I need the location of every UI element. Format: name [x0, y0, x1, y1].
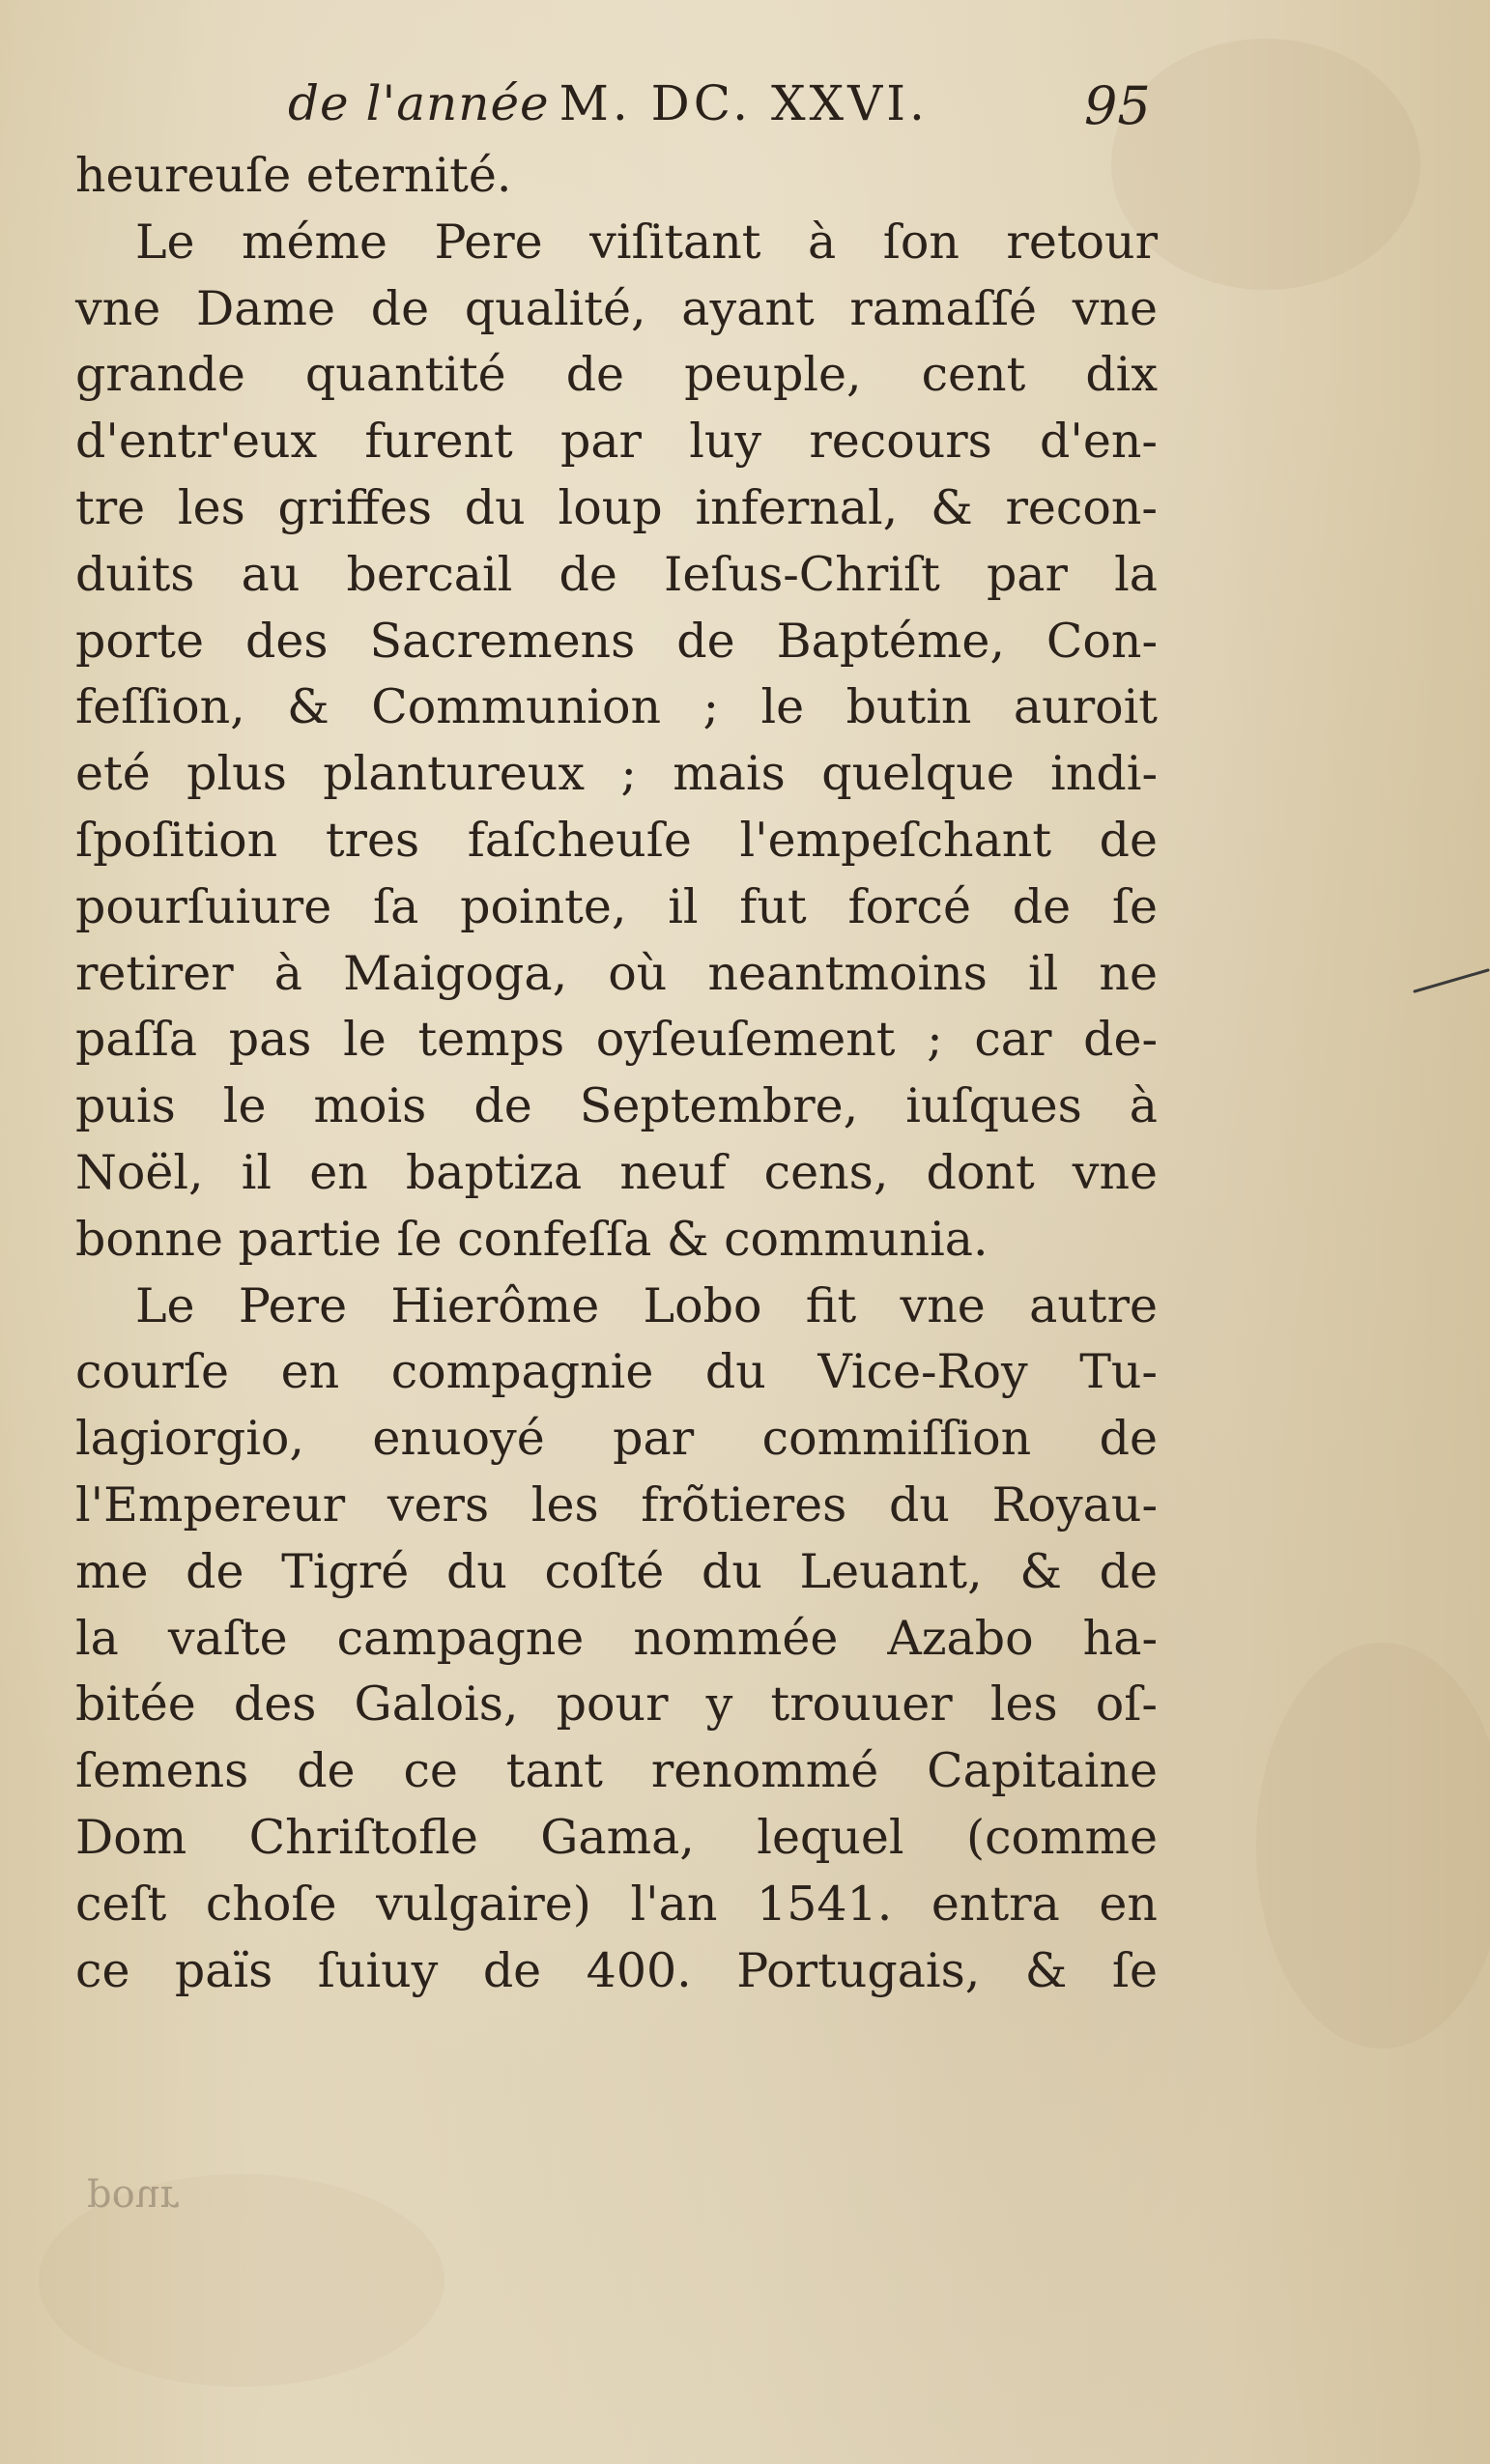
text-line: me de Tigré du coſté du Leuant, & de: [75, 1543, 1158, 1599]
text-line: l'Empereur vers les frõtieres du Royau-: [75, 1476, 1158, 1533]
paper-stain: [1256, 1643, 1490, 2049]
text-line: vne Dame de qualité, ayant ramaſſé vne: [75, 280, 1158, 336]
text-line: paſſa pas le temps oyſeuſement ; car de-: [75, 1012, 1158, 1068]
running-head-italic: de l'année: [288, 75, 550, 131]
text-line: ceſt choſe vulgaire) l'an 1541. entra en: [75, 1876, 1158, 1932]
text-line: Le méme Pere viſitant à ſon retour: [135, 214, 1158, 270]
page-header: [0, 75, 1490, 153]
text-line: feſſion, & Communion ; le butin auroit: [75, 679, 1158, 735]
bleed-through-catchword: pour: [87, 2177, 179, 2221]
text-line: ce païs ſuiuy de 400. Portugais, & ſe: [75, 1942, 1158, 1998]
text-line: puis le mois de Septembre, iuſques à: [75, 1078, 1158, 1134]
text-line: retirer à Maigoga, où neantmoins il ne: [75, 945, 1158, 1001]
text-line: ſemens de ce tant renommé Capitaine: [75, 1743, 1158, 1799]
text-line: Dom Chriſtofle Gama, lequel (comme: [75, 1809, 1158, 1865]
text-line: pourſuiure ſa pointe, il fut forcé de ſe: [75, 878, 1158, 934]
text-line: eté plus plantureux ; mais quelque indi-: [75, 746, 1158, 802]
text-line: Noël, il en baptiza neuf cens, dont vne: [75, 1144, 1158, 1200]
text-line: Le Pere Hierôme Lobo fit vne autre: [135, 1277, 1158, 1333]
running-head-year: M. DC. XXVI.: [559, 75, 929, 131]
page-number: 95: [1084, 75, 1151, 136]
text-line: tre les griffes du loup infernal, & recon-: [75, 479, 1158, 535]
text-line: courſe en compagnie du Vice-Roy Tu-: [75, 1344, 1158, 1400]
text-line: ſpoſition tres faſcheuſe l'empeſchant de: [75, 812, 1158, 868]
body-text: [75, 143, 1158, 2004]
ink-mark: [1413, 962, 1490, 1001]
text-line: bitée des Galois, pour y trouuer les oſ-: [75, 1676, 1158, 1733]
text-line: duits au bercail de Ieſus-Chriſt par la: [75, 546, 1158, 602]
running-head: [288, 75, 929, 131]
text-line: la vaſte campagne nommée Azabo ha-: [75, 1610, 1158, 1666]
text-line: heureuſe eternité.: [75, 148, 512, 203]
text-line: bonne partie ſe confeſſa & communia.: [75, 1211, 989, 1267]
text-line: porte des Sacremens de Baptéme, Con-: [75, 613, 1158, 669]
text-line: d'entr'eux furent par luy recours d'en-: [75, 414, 1158, 470]
text-line: lagiorgio, enuoyé par commiſſion de: [75, 1411, 1158, 1467]
text-line: grande quantité de peuple, cent dix: [75, 347, 1158, 403]
